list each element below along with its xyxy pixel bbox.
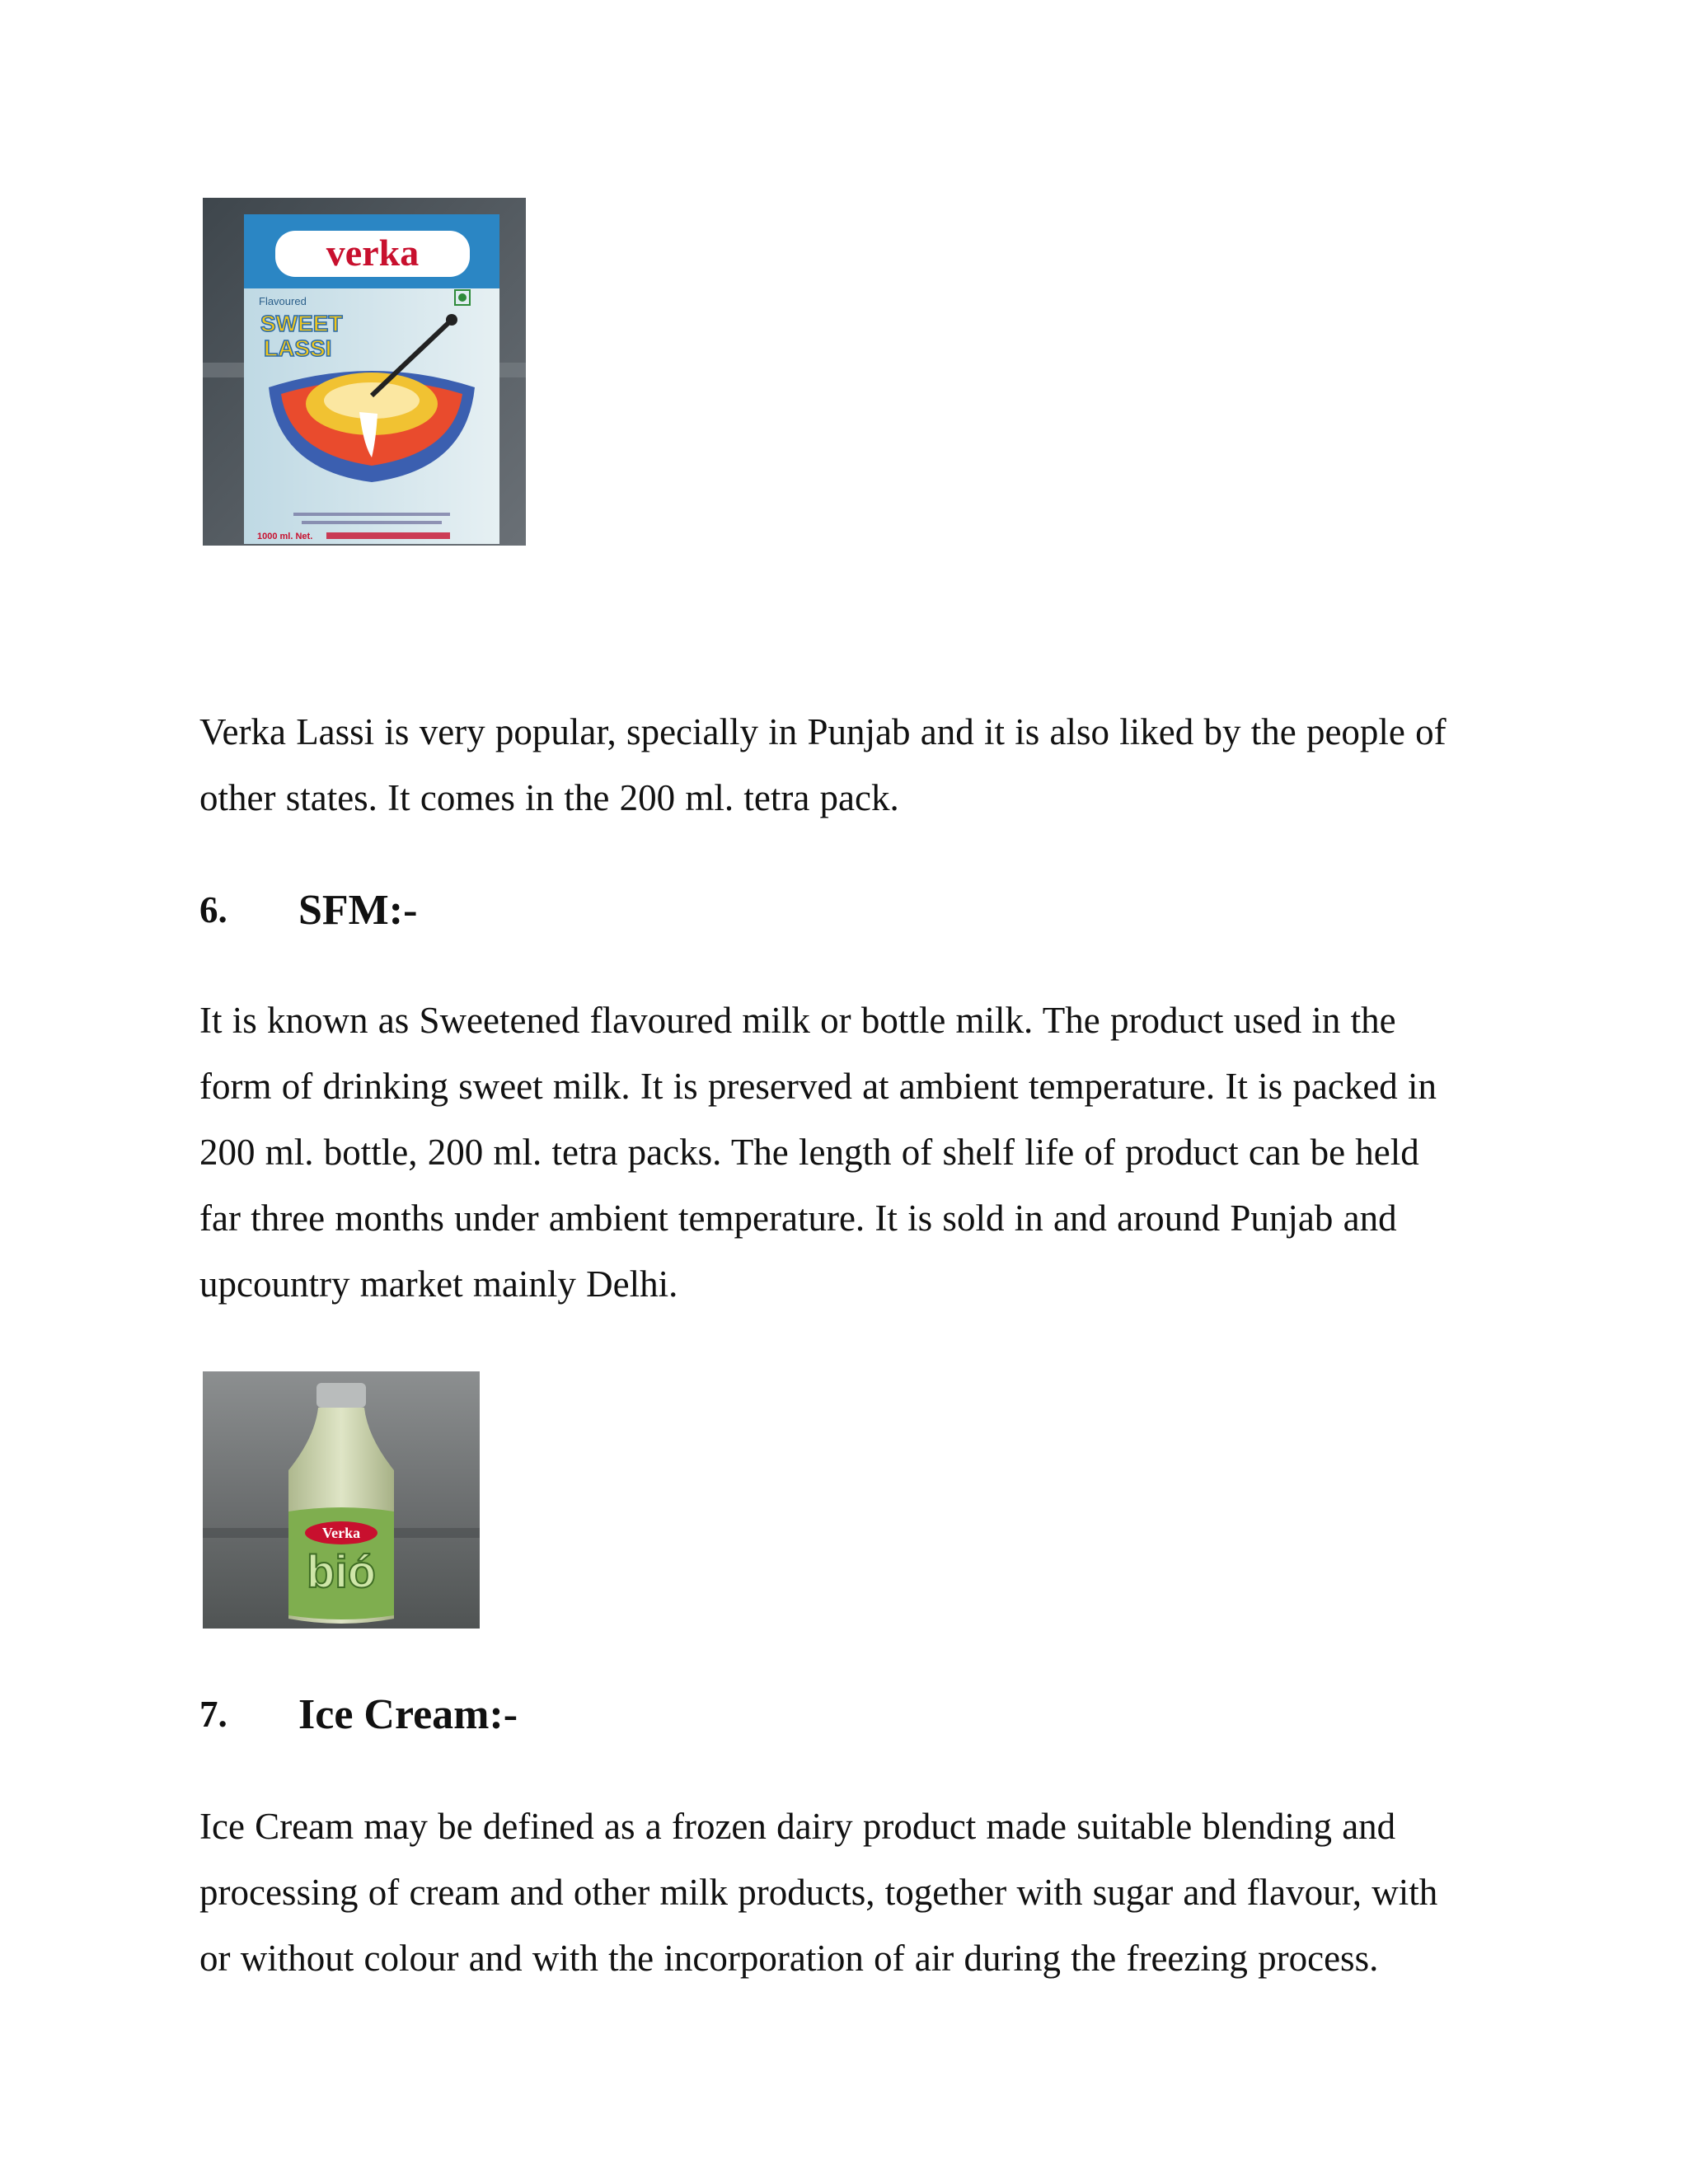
lassi-description: Verka Lassi is very popular, specially in Punjab and it is also liked by the people of other states. It comes in the 200 ml. tetra pack.: [199, 711, 1447, 818]
verka-lassi-photo: [203, 198, 526, 546]
section-heading-ice-cream: [199, 1681, 518, 1747]
sfm-description: It is known as Sweetened flavoured milk or bottle milk. The product used in the form of drinking sweet milk. It is preserved at ambient temperature. It is packed in 200 ml. bottle, 200 ml. tetra packs. The length of shelf life of product can be held far three months under ambient temperature. It is sold in and around Punjab and upcountry market mainly Delhi.: [199, 1000, 1437, 1305]
sfm-bottle-image: [203, 1371, 480, 1629]
lassi-net-text: 1000 ml. Net.: [257, 532, 313, 541]
section-title: SFM:-: [298, 886, 418, 934]
verka-sfm-bottle-photo: [203, 1371, 480, 1629]
section-number: 7.: [199, 1694, 227, 1735]
ice-cream-description: Ice Cream may be defined as a frozen dairy product made suitable blending and processing of cream and other milk products, together with sugar and flavour, with or without colour and with the incorporation of air during the freezing process.: [199, 1806, 1438, 1979]
sfm-brand-text: Verka: [321, 1525, 361, 1541]
section-number: 6.: [199, 889, 227, 930]
lassi-product-word1: SWEET: [260, 311, 343, 336]
lassi-flavour-text: Flavoured: [259, 295, 307, 307]
sfm-product-word: bió: [307, 1545, 376, 1597]
lassi-pack-image: [203, 198, 526, 546]
section-heading-sfm: [199, 877, 417, 943]
section-title: Ice Cream:-: [298, 1690, 518, 1738]
lassi-product-word2: LASSI: [264, 335, 332, 361]
lassi-brand-text: verka: [326, 232, 420, 274]
